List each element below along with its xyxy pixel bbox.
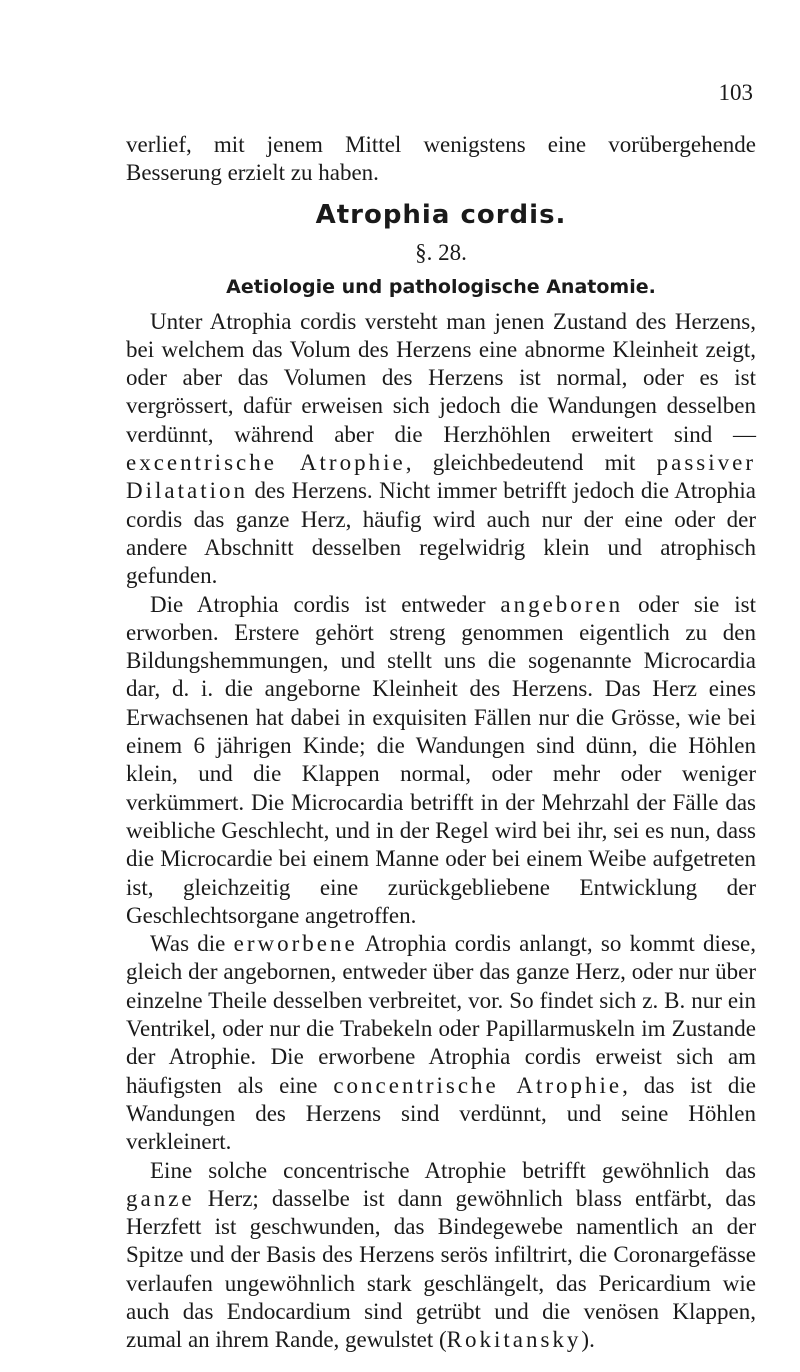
text-run: oder sie ist erworben. Erstere gehört streng genommen eigentlich zu den Bildungshemmungen, und stellt uns die sogenannte Microcardia dar, d. i. die angeborne Kleinheit des Herzens. Das Herz eines Erwachsenen hat dabei in exquisiten Fällen nur die Grösse, wie bei einem 6 jährigen Kinde; die Wandungen sind dünn, die Höhlen klein, und die Klappen normal, oder mehr oder weniger verkümmert. Die Microcardia betrifft in der Mehrzahl der Fälle das weibliche Geschlecht, und in der Regel wird bei ihr, sei es nun, dass die Microcardie bei einem Manne oder bei einem Weibe aufgetreten ist, gleichzeitig eine zurückgebliebene Entwicklung der Geschlechtsorgane angetroffen. xyxy=(126,591,756,928)
spaced-term: excentrische Atrophie xyxy=(126,450,406,476)
page-number: 103 xyxy=(718,80,753,105)
text-run: Atrophia cordis anlangt, so kommt diese, gleich der angebornen, entweder über das ganze Herz, oder nur über einzelne Theile desselben verbreitet, vor. So findet sich z. B. nur ein Ventrikel, oder nur die Trabekeln oder Papillarmuskeln im Zustande der Atrophie. Die erworbene Atrophia cordis erweist sich am häufigsten als eine xyxy=(126,931,756,1098)
paragraph-congenital xyxy=(126,591,756,931)
text-run: des Herzens. Nicht immer betrifft jedoch die Atrophia cordis das ganze Herz, häufig wird auch nur der eine oder der andere Abschnitt desselben regelwidrig klein und atrophisch gefunden. xyxy=(126,478,756,589)
paragraph-definition xyxy=(126,308,756,591)
text-run: , gleichbedeutend mit xyxy=(405,450,657,476)
body-text xyxy=(126,131,756,1355)
spaced-term: concentrische Atrophie xyxy=(333,1072,623,1098)
section-number: §. 28. xyxy=(415,239,467,265)
spaced-term: angeboren xyxy=(500,591,624,617)
text-run: ). xyxy=(581,1327,595,1353)
paragraph-acquired xyxy=(126,930,756,1156)
spaced-term: erworbene xyxy=(233,931,358,957)
spaced-term: Rokitansky xyxy=(446,1327,582,1353)
text-run: Unter Atrophia cordis versteht man jenen Zustand des Herzens, bei welchem das Volum des Herzens eine abnorme Kleinheit zeigt, oder aber das Volumen des Herzens ist normal, oder es ist vergrössert, dafür erweisen sich jedoch die Wandungen desselben verdünnt, während aber die Herzhöhlen erweitert sind — xyxy=(126,308,756,447)
chapter-title: Atrophia cordis. xyxy=(315,199,567,230)
section-subtitle: Aetiologie und pathologische Anatomie. xyxy=(226,275,656,298)
spaced-term: ganze xyxy=(126,1185,195,1211)
text-run: , das ist die Wandungen des Herzens sind verdünnt, und seine Höhlen verkleinert. xyxy=(126,1072,757,1155)
text-run: Was die xyxy=(150,931,234,957)
intro-paragraph: verlief, mit jenem Mittel wenigstens eine vorübergehende Besserung erzielt zu haben. xyxy=(126,132,756,186)
spaced-term: passiver Dilatation xyxy=(126,450,756,504)
text-run: Eine solche concentrische Atrophie betrifft gewöhnlich das xyxy=(150,1157,756,1183)
paragraph-concentric xyxy=(126,1157,756,1355)
text-run: Herz; dasselbe ist dann gewöhnlich blass entfärbt, das Herzfett ist geschwunden, das Bindegewebe namentlich an der Spitze und der Basis des Herzens serös infiltrirt, die Coronargefässe verlaufen ungewöhnlich stark geschlängelt, das Pericardium wie auch das Endocardium sind getrübt und die venösen Klappen, zumal an ihrem Rande, gewulstet ( xyxy=(126,1185,756,1353)
text-run: Die Atrophia cordis ist entweder xyxy=(150,591,501,617)
